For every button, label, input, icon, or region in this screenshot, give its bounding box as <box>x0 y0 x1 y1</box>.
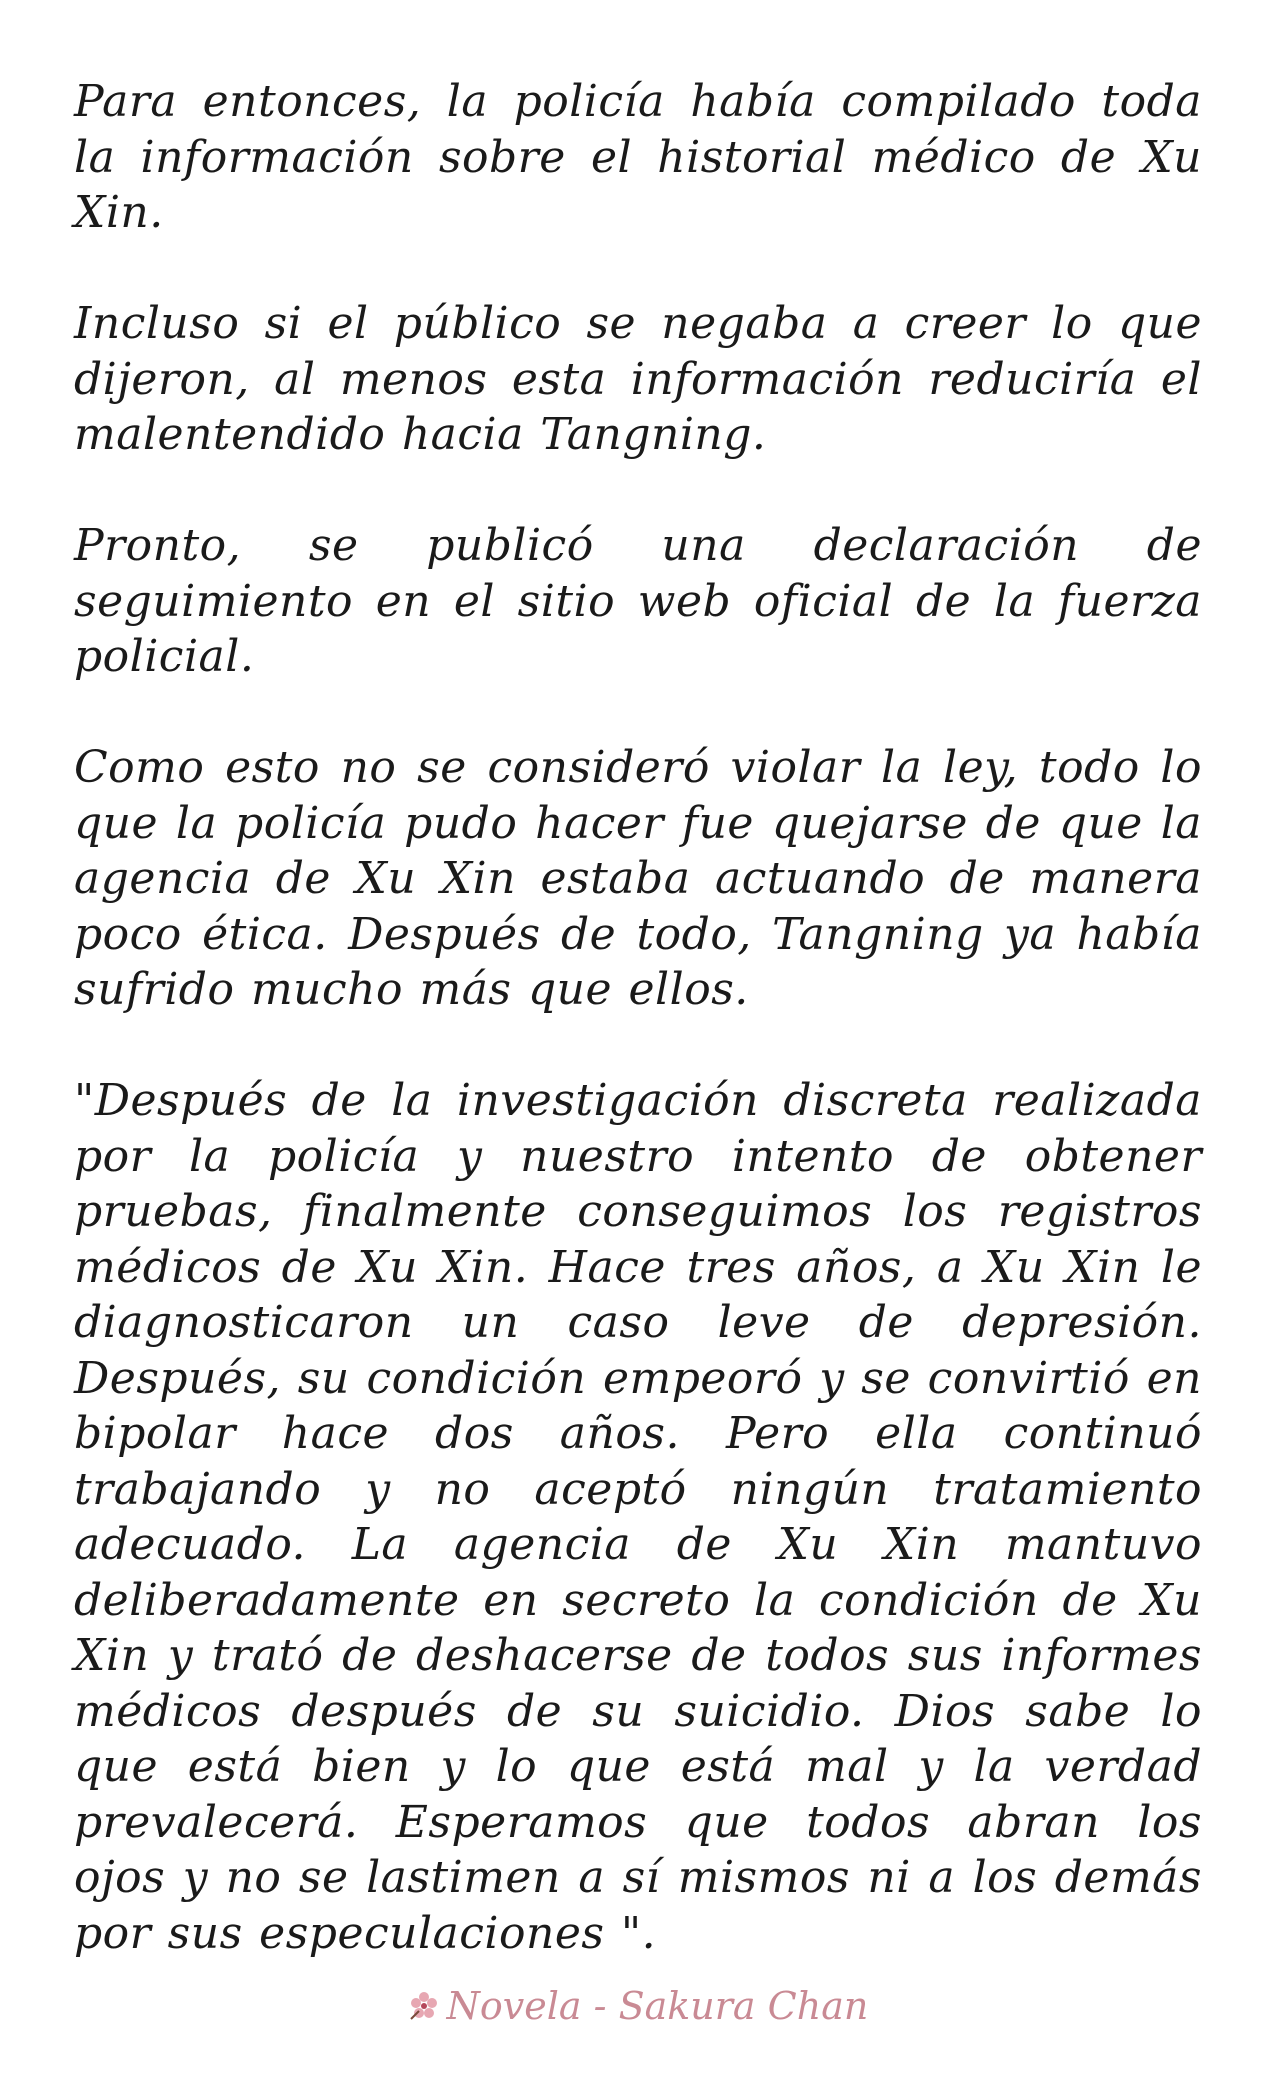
paragraph-4: Como esto no se consideró violar la ley, todo lo que la policía pudo hacer fue quejarse de que la agencia de Xu Xin estaba actuando de manera poco ética. Después de todo, Tangning ya había sufrido mucho más que ellos. <box>74 742 1202 1015</box>
paragraph-3: Pronto, se publicó una declaración de seguimiento en el sitio web oficial de la fuerza policial. <box>74 520 1202 682</box>
footer-watermark <box>0 1982 1275 2030</box>
footer-text: Novela - Sakura Chan <box>446 1984 869 2028</box>
cherry-blossom-icon <box>407 1986 441 2020</box>
paragraph-1: Para entonces, la policía había compilado toda la información sobre el historial médico de Xu Xin. <box>74 76 1202 238</box>
paragraph-2: Incluso si el público se negaba a creer lo que dijeron, al menos esta información reduciría el malentendido hacia Tangning. <box>74 298 1202 460</box>
paragraph-5: "Después de la investigación discreta realizada por la policía y nuestro intento de obtener pruebas, finalmente conseguimos los registros médicos de Xu Xin. Hace tres años, a Xu Xin le diagnosticaron un caso leve de depresión. Después, su condición empeoró y se convirtió en bipolar hace dos años. Pero ella continuó trabajando y no aceptó ningún tratamiento adecuado. La agencia de Xu Xin mantuvo deliberadamente en secreto la condición de Xu Xin y trató de deshacerse de todos sus informes médicos después de su suicidio. Dios sabe lo que está bien y lo que está mal y la verdad prevalecerá. Esperamos que todos abran los ojos y no se lastimen a sí mismos ni a los demás por sus especulaciones ". <box>74 1075 1202 1959</box>
document-body <box>74 74 1202 2017</box>
